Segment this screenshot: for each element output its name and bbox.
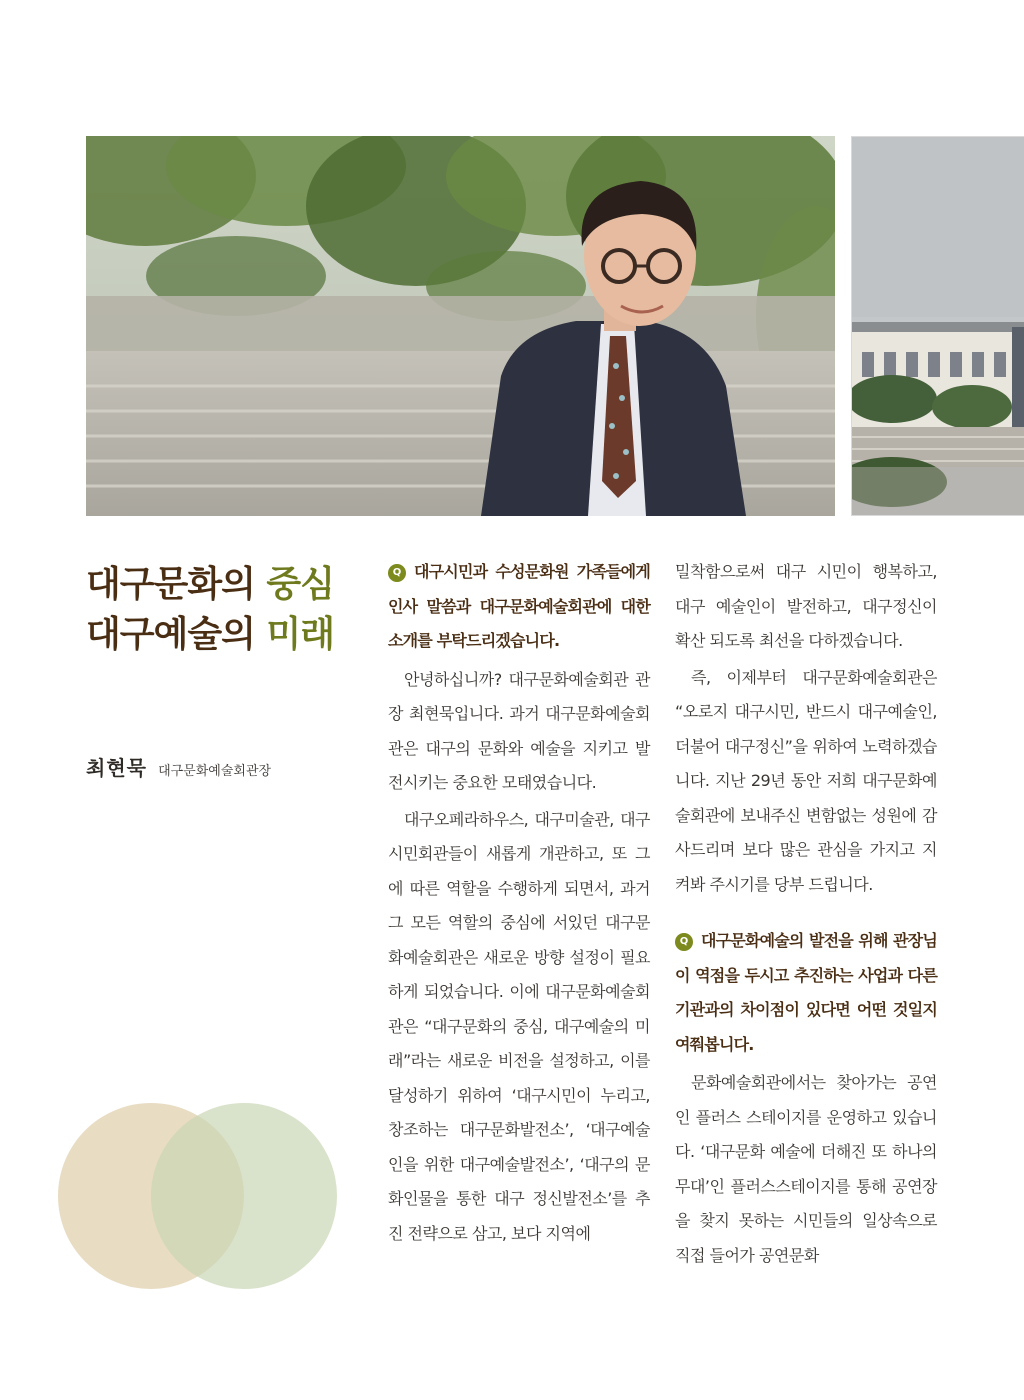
answer-paragraph: 대구오페라하우스, 대구미술관, 대구시민회관들이 새롭게 개관하고, 또 그에 따른 역할을 수행하게 되면서, 과거 그 모든 역할의 중심에 서있던 대구문화예술회관은 새로운 방향 설정이 필요하게 되었습니다. 이에 대구문화예술회관은 “대구문화의 중심, 대구예술의 미래”라는 새로운 비전을 설정하고, 이를 달성하기 위하여 ‘대구시민이 누리고, 창조하는 대구문화발전소’, ‘대구예술인을 위한 대구예술발전소’, ‘대구의 문화인물을 통한 대구 정신발전소’를 추진 전략으로 삼고, 보다 지역에 xyxy=(388,809,650,1243)
question-1-text: 대구시민과 수성문화원 가족들에게 인사 말씀과 대구문화예술회관에 대한 소개를 부탁드리겠습니다. xyxy=(388,562,650,650)
answer-paragraph: 즉, 이제부터 대구문화예술회관은 “오로지 대구시민, 반드시 대구예술인, 더불어 대구정신”을 위하여 노력하겠습니다. 지난 29년 동안 저희 대구문화예술회관에 보내주신 변함없는 성원에 감사드리며 보다 많은 관심을 가지고 지켜봐 주시기를 당부 드립니다. xyxy=(675,667,937,894)
author-name: 최현묵 xyxy=(86,756,147,780)
title-line2-accent: 미래 xyxy=(266,614,334,655)
question-1 xyxy=(388,555,650,659)
building-photo xyxy=(851,136,1024,516)
text-column-2 xyxy=(675,555,937,1275)
question-2 xyxy=(675,924,937,1062)
title-line2-text: 대구예술의 xyxy=(86,614,267,655)
author-byline xyxy=(86,752,271,781)
author-role: 대구문화예술회관장 xyxy=(158,764,272,779)
article-title xyxy=(86,560,366,660)
decorative-circles xyxy=(58,1100,358,1300)
q-badge-icon: Q xyxy=(388,564,406,582)
answer-paragraph: 문화예술회관에서는 찾아가는 공연인 플러스 스테이지를 운영하고 있습니다. ‘대구문화 예술에 더해진 또 하나의 무대’인 플러스스테이지를 통해 공연장을 찾지 못하는 시민들의 일상속으로 직접 들어가 공연문화 xyxy=(675,1073,937,1265)
question-2-text: 대구문화예술의 발전을 위해 관장님이 역점을 두시고 추진하는 사업과 다른 기관과의 차이점이 있다면 어떤 것일지 여쭤봅니다. xyxy=(675,931,937,1054)
answer-paragraph: 밀착함으로써 대구 시민이 행복하고, 대구 예술인이 발전하고, 대구정신이 확산 되도록 최선을 다하겠습니다. xyxy=(675,562,937,650)
portrait-photo xyxy=(86,136,835,516)
q-badge-icon: Q xyxy=(675,933,693,951)
title-line1-accent: 중심 xyxy=(266,564,334,605)
answer-paragraph: 안녕하십니까? 대구문화예술회관 관장 최현묵입니다. 과거 대구문화예술회관은 대구의 문화와 예술을 지키고 발전시키는 중요한 모태였습니다. xyxy=(388,669,650,792)
title-line1-text: 대구문화의 xyxy=(86,564,267,605)
text-column-1 xyxy=(388,555,650,1253)
